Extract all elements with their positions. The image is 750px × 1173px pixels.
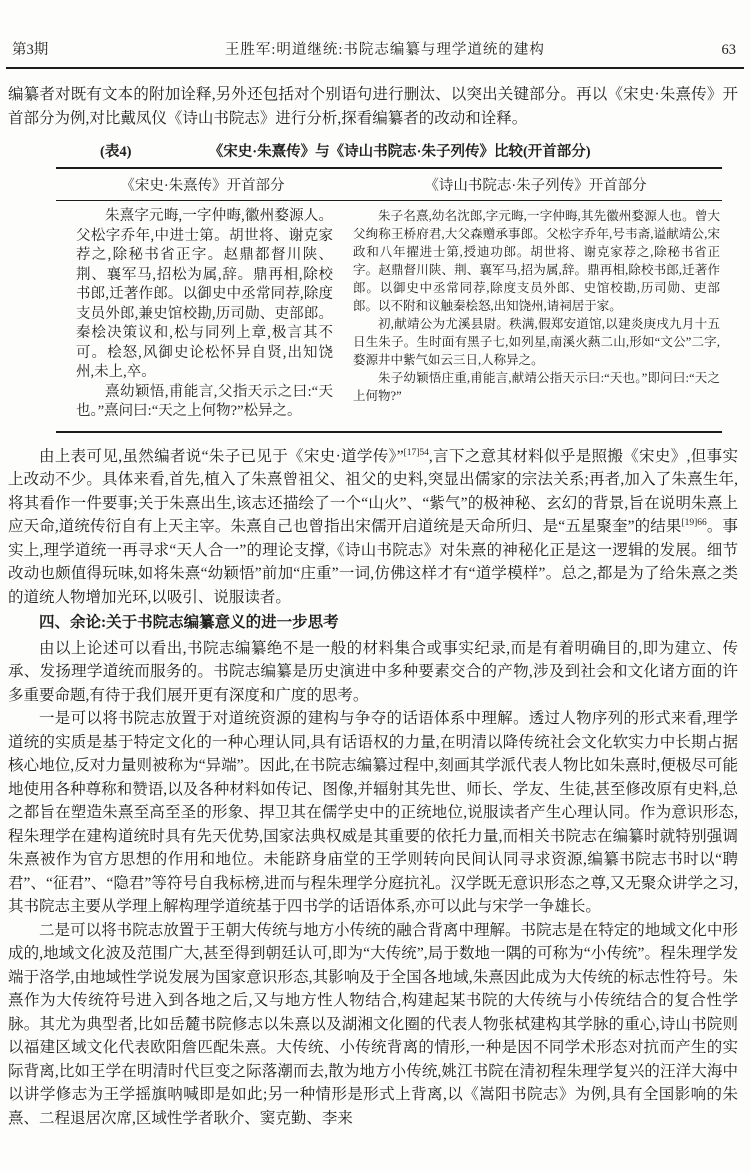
running-title: 王胜军:明道继统:书院志编纂与理学道统的建构 <box>224 42 545 58</box>
conclusion-overview-paragraph: 由以上论述可以看出,书院志编纂绝不是一般的材料集合或事实纪录,而是有着明确目的,即为建立、传承、发扬理学道统而服务的。书院志编纂是历史演进中多种要素交合的产物,涉及到社会和文化诸方面的许多重要命题,有待于我们展开更有深度和广度的思考。 <box>8 639 738 704</box>
table-caption <box>8 140 738 161</box>
comparison-table-block <box>8 140 738 433</box>
table-body-row <box>56 201 722 431</box>
analysis-paragraph <box>8 445 738 610</box>
running-head <box>0 0 750 67</box>
section-heading: 四、余论:关于书院志编纂意义的进一步思考 <box>39 614 339 631</box>
comparison-table <box>56 167 722 433</box>
table-cell-shishan <box>349 207 722 422</box>
table-header-row <box>56 169 722 201</box>
table-col-header-songshi: 《宋史·朱熹传》开首部分 <box>120 178 285 194</box>
point-one-paragraph: 一是可以将书院志放置于对道统资源的建构与争夺的话语体系中理解。透过人物序列的形式来看,理学道统的实质是基于特定文化的一种心理认同,具有话语权的力量,在明清以降传统社会文化软实力中长期占据核心地位,反对力量则被称为“异端”。因此,在书院志编纂过程中,刻画其学派代表人物比如朱熹时,便极尽可能地使用各种尊称和赞语,以及各种材料如传记、图像,并辐射其先世、师长、学友、生徒,甚至修改原有史料,总之都旨在塑造朱熹至高至圣的形象、捍卫其在儒学史中的正统地位,说服读者产生心理认同。作为意识形态,程朱理学在建构道统时具有先天优势,国家法典权威是其重要的依托力量,而相关书院志在编纂时就特别强调朱熹被作为官方思想的作用和地位。未能跻身庙堂的王学则转向民间认同寻求资源,编纂书院志书时以“聘君”、“征君”、“隐君”等符号自我标榜,进而与程朱理学分庭抗礼。汉学既无意识形态之尊,又无聚众讲学之习,其书院志主要从学理上解构理学道统基于四书学的话语体系,亦可以此与宋学一争雄长。 <box>8 710 738 915</box>
table-cell-songshi <box>56 207 349 422</box>
shishan-paragraph-1: 朱子名熹,幼名沈郎,字元晦,一字仲晦,其先徽州婺源人也。曾大父绚称王桥府君,大父森赠承事郎。父松字乔年,号韦斋,谥献靖公,宋政和八年擢进士第,授迪功郎。胡世将、谢克家荐之,除秘书省正字。赵鼎督川陕、荆、襄军马,招为属,辞。鼎再相,除校书郎,迁著作郎。以御史中丞常同荐,除度支员外郎、史馆校勘,历司勋、吏部郎。以不附和议触秦桧怒,出知饶州,请祠居于家。 <box>353 209 720 313</box>
songshi-paragraph-2: 熹幼颖悟,甫能言,父指天示之曰:“天也。”熹问曰:“天之上何物?”松异之。 <box>76 383 334 419</box>
songshi-paragraph-1: 朱熹字元晦,一字仲晦,徽州婺源人。父松字乔年,中进士第。胡世将、谢克家荐之,除秘书省正字。赵鼎都督川陕、荆、襄军马,招松为属,辞。鼎再相,除校书郎,迁著作郎。以御史中丞常同荐,除度支员外郎,兼史馆校勘,历司勋、吏部郎。秦桧决策议和,松与同列上章,极言其不可。桧怒,风御史论松怀异自贤,出知饶州,未上,卒。 <box>76 208 334 380</box>
issue-number: 第3期 <box>12 42 49 58</box>
table-title: 《宋史·朱熹传》与《诗山书院志·朱子列传》比较(开首部分) <box>208 144 591 160</box>
article-body <box>0 69 750 1130</box>
intro-paragraph: 编纂者对既有文本的附加诠释,另外还包括对个别语句进行删汰、以突出关键部分。再以《宋史·朱熹传》开首部分为例,对比戴凤仪《诗山书院志》进行分析,探看编纂者的改动和诠释。 <box>8 86 738 127</box>
shishan-paragraph-3: 朱子幼颖悟庄重,甫能言,献靖公指天示曰:“天也。”即问曰:“天之上何物?” <box>353 371 720 403</box>
analysis-text-1: 由上表可见,虽然编者说“朱子已见于《宋史·道学传》” <box>39 447 404 465</box>
citation-19: [19]66 <box>681 517 707 528</box>
citation-17: [17]54 <box>403 447 429 458</box>
page-number: 63 <box>721 42 736 58</box>
analysis-text-2: ,言下之意其材料似乎是照搬《宋史》,但事实上改动不少。具体来看,首先,植入了朱熹曾祖父、祖父的史料,突显出儒家的宗法关系;再者,加入了朱熹生年,将其看作一件要事;关于朱熹出生,该志还描绘了一个“山火”、“紫气”的极神秘、玄幻的背景,旨在说明朱熹上应天命,道统传衍自有上天主宰。朱熹自己也曾指出宋儒开启道统是天命所归、是“五星聚奎”的结果 <box>8 447 738 535</box>
table-label: (表4) <box>100 144 132 160</box>
point-two-paragraph: 二是可以将书院志放置于王朝大传统与地方小传统的融合背离中理解。书院志是在特定的地域文化中形成的,地域文化波及范围广大,甚至得到朝廷认可,即为“大传统”,局于数地一隅的可称为“小传统”。程朱理学发端于洛学,由地域性学说发展为国家意识形态,其影响及于全国各地域,朱熹因此成为大传统的标志性符号。朱熹作为大传统符号进入到各地之后,又与地方性人物结合,构建起某书院的大传统与小传统结合的复合性学脉。其尤为典型者,比如岳麓书院修志以朱熹以及湖湘文化圈的代表人物张栻建构其学脉的重心,诗山书院则以福建区域文化代表欧阳詹匹配朱熹。大传统、小传统背离的情形,一种是因不同学术形态对抗而产生的实际背离,比如王学在明清时代巨变之际落潮而去,散为地方小传统,姚江书院在清初程朱理学复兴的汪洋大海中以讲学修志为王学摇旗呐喊即是如此;另一种情形是形式上背离,以《嵩阳书院志》为例,具有全国影响的朱熹、二程退居次席,区域性学者耿介、窦克勤、李来 <box>8 921 738 1127</box>
table-col-header-shishan: 《诗山书院志·朱子列传》开首部分 <box>424 178 647 194</box>
shishan-paragraph-2: 初,献靖公为尤溪县尉。秩满,假郑安道馆,以建炎庚戌九月十五日生朱子。生时面有黑子七,如列星,南溪火爇二山,形如“文公”二字,婺源井中紫气如云三日,人称异之。 <box>353 317 720 367</box>
analysis-text-3: 。事实上,理学道统一再寻求“天人合一”的理论支撑,《诗山书院志》对朱熹的神秘化正是这一逻辑的发展。细节改动也颇值得玩味,如将朱熹“幼颖悟”前加“庄重”一词,仿佛这样才有“道学模样”。总之,都是为了给朱熹之类的道统人物增加光环,以吸引、说服读者。 <box>8 518 738 606</box>
